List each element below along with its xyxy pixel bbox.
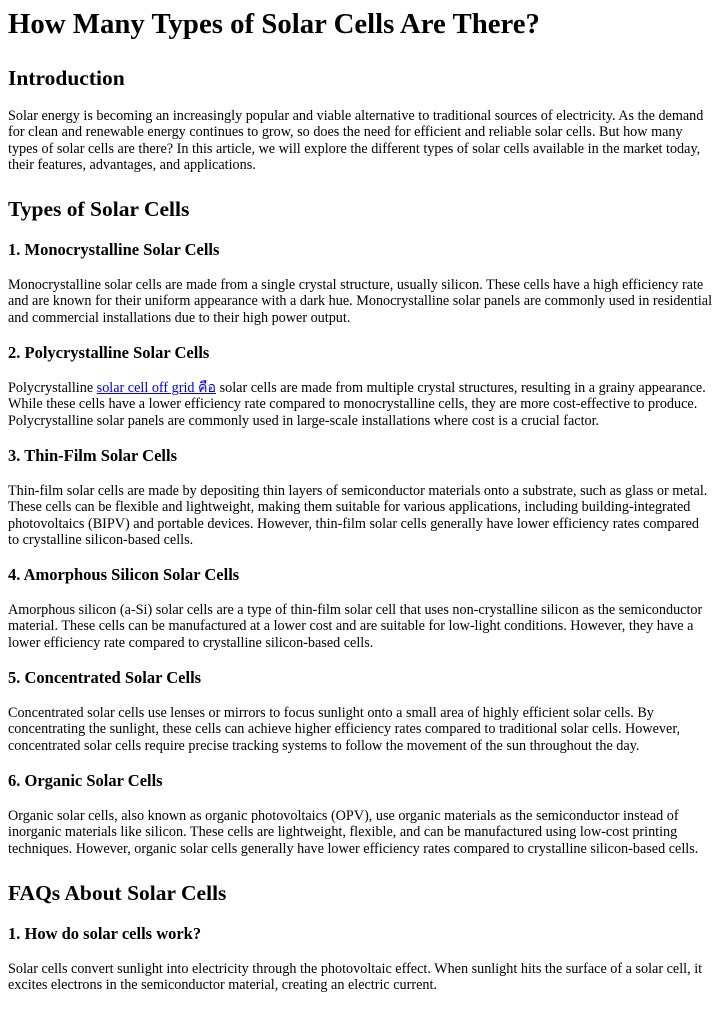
- types-heading: Types of Solar Cells: [8, 197, 190, 222]
- thin-film-paragraph: Thin-film solar cells are made by depositing thin layers of semiconductor materials onto a substrate, such as glass or metal. These cells can be flexible and lightweight, making them suitable for various applications, including building-integrated photovoltaics (BIPV) and portable devices. However, thin-film solar cells generally have lower efficiency rates compared to crystalline silicon-based cells.: [8, 482, 708, 548]
- concentrated-paragraph: Concentrated solar cells use lenses or mirrors to focus sunlight onto a small area of highly efficient solar cells. By concentrating the sunlight, these cells can achieve higher efficiency rates compared to traditional solar cells. However, concentrated solar cells require precise tracking systems to follow the movement of the sun throughout the day.: [8, 705, 681, 754]
- organic-heading: 6. Organic Solar Cells: [8, 770, 163, 790]
- polycrystalline-text-start: Polycrystalline: [8, 380, 97, 397]
- polycrystalline-heading: 2. Polycrystalline Solar Cells: [8, 343, 210, 363]
- amorphous-silicon-paragraph: Amorphous silicon (a-Si) solar cells are a type of thin-film solar cell that uses non-crystalline silicon as the semiconductor material. These cells can be manufactured at a lower cost and are suitable for low-light conditions. However, they have a lower efficiency rate compared to crystalline silicon-based cells.: [8, 602, 703, 651]
- thin-film-heading: 3. Thin-Film Solar Cells: [8, 445, 177, 465]
- organic-paragraph: Organic solar cells, also known as organic photovoltaics (OPV), use organic materials as the semiconductor instead of inorganic materials like silicon. These cells are lightweight, flexible, and can be manufactured using low-cost printing techniques. However, organic solar cells generally have lower efficiency rates compared to crystalline silicon-based cells.: [8, 807, 699, 857]
- faqs-heading: FAQs About Solar Cells: [8, 880, 227, 905]
- polycrystalline-text-end: solar cells are made from multiple crystal structures, resulting in a grainy appearance. While these cells have a lower efficiency rate compared to monocrystalline cells, they are more cost-effective to produce. Polycrystalline solar panels are commonly used in large-scale installations where cost is a crucial factor.: [8, 380, 706, 429]
- introduction-heading: Introduction: [8, 66, 125, 90]
- concentrated-heading: 5. Concentrated Solar Cells: [8, 668, 202, 688]
- monocrystalline-heading: 1. Monocrystalline Solar Cells: [8, 240, 220, 260]
- faq-how-solar-cells-work-answer: Solar cells convert sunlight into electricity through the photovoltaic effect. When sunlight hits the surface of a solar cell, it excites electrons in the semiconductor material, creating an electric current.: [8, 960, 703, 994]
- faq-how-solar-cells-work-heading: 1. How do solar cells work?: [8, 923, 202, 943]
- monocrystalline-paragraph: Monocrystalline solar cells are made from a single crystal structure, usually silicon. These cells have a high efficiency rate and are known for their uniform appearance with a dark hue. Monocrystalline solar panels are commonly used in residential and commercial installations due to their high power output.: [8, 277, 713, 326]
- amorphous-silicon-heading: 4. Amorphous Silicon Solar Cells: [8, 565, 240, 585]
- introduction-paragraph: Solar energy is becoming an increasingly popular and viable alternative to traditional sources of electricity. As the demand for clean and renewable energy continues to grow, so does the need for efficient and reliable solar cells. But how many types of solar cells are there? In this article, we will explore the different types of solar cells available in the market today, their features, advantages, and applications.: [8, 108, 704, 173]
- solar-cell-off-grid-link[interactable]: solar cell off grid คือ: [96, 380, 217, 397]
- article: [0, 6, 720, 993]
- page-title: How Many Types of Solar Cells Are There?: [8, 8, 540, 40]
- polycrystalline-paragraph: [8, 380, 712, 429]
